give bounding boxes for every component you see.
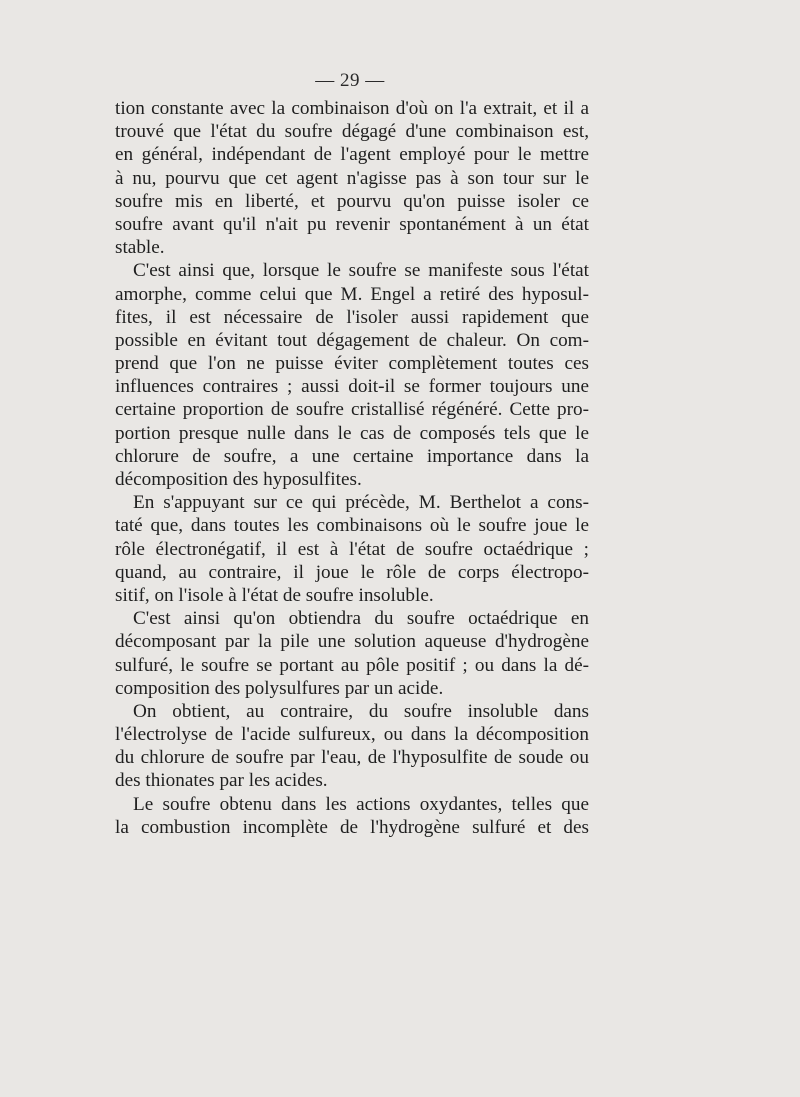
text-line: des thionates par les acides.	[115, 770, 328, 792]
text-line: du chlorure de soufre par l'eau, de l'hyposulfite de soude ou	[115, 747, 589, 769]
text-line: stable.	[115, 237, 165, 259]
body-text	[115, 97, 589, 839]
text-line: décomposant par la pile une solution aqueuse d'hydrogène	[115, 631, 589, 653]
text-line: sitif, on l'isole à l'état de soufre insoluble.	[115, 584, 434, 606]
text-line: En s'appuyant sur ce qui précède, M. Berthelot a cons-	[133, 492, 589, 514]
text-line: à nu, pourvu que cet agent n'agisse pas à son tour sur le	[115, 167, 589, 189]
text-line: certaine proportion de soufre cristallisé régénéré. Cette pro-	[115, 399, 589, 421]
text-line: portion presque nulle dans le cas de composés tels que le	[115, 422, 589, 444]
text-line: quand, au contraire, il joue le rôle de corps électropo-	[115, 561, 589, 583]
text-line: trouvé que l'état du soufre dégagé d'une combinaison est,	[115, 121, 589, 143]
text-line: Le soufre obtenu dans les actions oxydantes, telles que	[133, 793, 589, 815]
text-line: prend que l'on ne puisse éviter complètement toutes ces	[115, 353, 589, 375]
text-line: amorphe, comme celui que M. Engel a retiré des hyposul-	[115, 283, 589, 305]
text-line: la combustion incomplète de l'hydrogène sulfuré et des	[115, 816, 589, 838]
text-line: l'électrolyse de l'acide sulfureux, ou dans la décomposition	[115, 724, 589, 746]
text-line: C'est ainsi qu'on obtiendra du soufre octaédrique en	[133, 608, 589, 630]
text-line: C'est ainsi que, lorsque le soufre se manifeste sous l'état	[133, 260, 589, 282]
text-line: sulfuré, le soufre se portant au pôle positif ; ou dans la dé-	[115, 654, 589, 676]
text-line: composition des polysulfures par un acide.	[115, 677, 444, 699]
page-number: — 29 —	[315, 70, 385, 91]
text-line: en général, indépendant de l'agent employé pour le mettre	[115, 144, 589, 166]
text-line: fites, il est nécessaire de l'isoler aussi rapidement que	[115, 306, 589, 328]
text-line: On obtient, au contraire, du soufre insoluble dans	[133, 700, 589, 722]
text-line: décomposition des hyposulfites.	[115, 469, 362, 490]
text-line: tion constante avec la combinaison d'où on l'a extrait, et il a	[115, 98, 589, 119]
text-line: soufre avant qu'il n'ait pu revenir spontanément à un état	[115, 213, 589, 235]
text-line: influences contraires ; aussi doit-il se former toujours une	[115, 376, 589, 398]
text-line: soufre mis en liberté, et pourvu qu'on puisse isoler ce	[115, 190, 589, 212]
text-line: rôle électronégatif, il est à l'état de soufre octaédrique ;	[115, 538, 589, 560]
text-line: possible en évitant tout dégagement de chaleur. On com-	[115, 329, 589, 351]
text-line: taté que, dans toutes les combinaisons où le soufre joue le	[115, 515, 589, 537]
text-line: chlorure de soufre, a une certaine importance dans la	[115, 445, 589, 467]
